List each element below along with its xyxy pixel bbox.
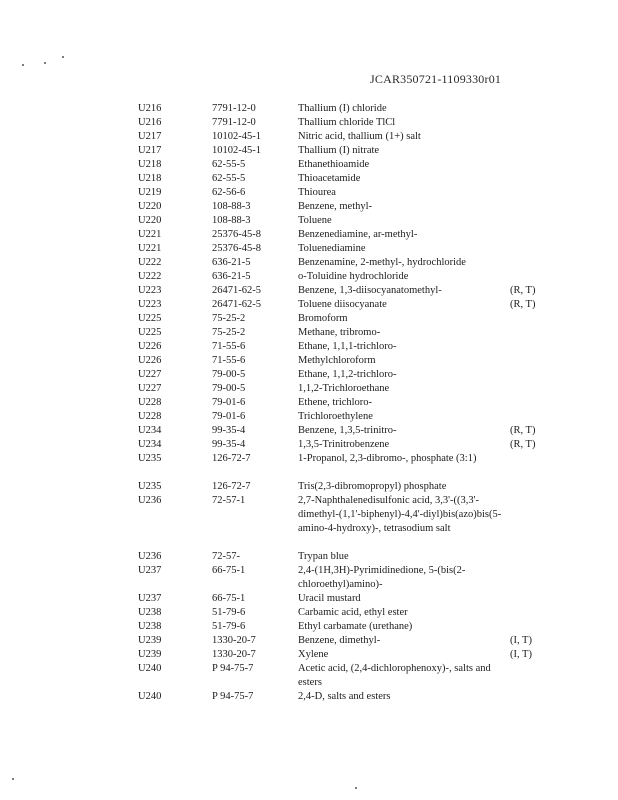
table-row (0, 228, 618, 242)
substance-name: 2,7-Naphthalenedisulfonic acid, 3,3'-((3,3'-dimethyl-(1,1'-biphenyl)-4,4'-diyl)bis(azo)bis(5-amino-4-hydroxy)-, tetrasodium salt (298, 495, 502, 534)
cas-number: 66-75-1 (212, 593, 246, 604)
table-row (0, 410, 618, 424)
cas-number: 1330-20-7 (212, 649, 256, 660)
substance-name: Bromoform (298, 313, 348, 324)
table-row (0, 480, 618, 494)
waste-code: U228 (138, 411, 162, 422)
substance-name: Carbamic acid, ethyl ester (298, 607, 408, 618)
cas-number: 71-55-6 (212, 355, 246, 366)
substance-name: Trichloroethylene (298, 411, 373, 422)
substance-name: Toluenediamine (298, 243, 366, 254)
substance-name: Ethane, 1,1,1-trichloro- (298, 341, 397, 352)
substance-name: Uracil mustard (298, 593, 361, 604)
cas-number: 108-88-3 (212, 215, 251, 226)
substance-name: o-Toluidine hydrochloride (298, 271, 409, 282)
waste-code: U237 (138, 593, 162, 604)
substance-name: Nitric acid, thallium (1+) salt (298, 131, 421, 142)
cas-number: 51-79-6 (212, 621, 246, 632)
substance-name: Toluene (298, 215, 332, 226)
cas-number: 62-55-5 (212, 159, 246, 170)
waste-code: U225 (138, 313, 162, 324)
waste-code: U235 (138, 481, 162, 492)
table-row (0, 438, 618, 452)
cas-number: 26471-62-5 (212, 299, 261, 310)
cas-number: 108-88-3 (212, 201, 251, 212)
table-row (0, 452, 618, 466)
cas-number: 79-01-6 (212, 411, 246, 422)
table-row (0, 550, 618, 564)
waste-code: U228 (138, 397, 162, 408)
table-row (0, 648, 618, 662)
cas-number: 79-00-5 (212, 383, 246, 394)
substance-name: Thioacetamide (298, 173, 361, 184)
waste-code: U223 (138, 299, 162, 310)
substance-name: 2,4-D, salts and esters (298, 691, 391, 702)
waste-code: U235 (138, 453, 162, 464)
waste-code: U217 (138, 131, 162, 142)
table-row (0, 396, 618, 410)
waste-code: U236 (138, 495, 162, 506)
cas-number: 7791-12-0 (212, 117, 256, 128)
waste-code: U222 (138, 257, 162, 268)
substance-name: 1,3,5-Trinitrobenzene (298, 439, 390, 450)
table-row (0, 312, 618, 326)
substance-name: Ethene, trichloro- (298, 397, 373, 408)
cas-number: 7791-12-0 (212, 103, 256, 114)
substance-name: Thallium (I) nitrate (298, 145, 380, 156)
cas-number: 72-57- (212, 551, 240, 562)
document-id: JCAR350721-1109330r01 (370, 72, 502, 86)
waste-code: U217 (138, 145, 162, 156)
table-row (0, 144, 618, 158)
cas-number: 99-35-4 (212, 425, 246, 436)
table-row (0, 158, 618, 172)
substance-name: Xylene (298, 649, 329, 660)
waste-code: U238 (138, 621, 162, 632)
table-row (0, 102, 618, 116)
table-row (0, 270, 618, 284)
table-row (0, 494, 618, 534)
substance-name: Ethanethioamide (298, 159, 370, 170)
waste-code: U240 (138, 663, 162, 674)
substance-name: Toluene diisocyanate (298, 299, 387, 310)
substance-name: Tris(2,3-dibromopropyl) phosphate (298, 481, 447, 492)
cas-number: 25376-45-8 (212, 243, 261, 254)
waste-code: U237 (138, 565, 162, 576)
waste-code: U239 (138, 635, 162, 646)
hazard-code: (I, T) (510, 649, 532, 660)
table-row (0, 242, 618, 256)
hazard-code: (I, T) (510, 635, 532, 646)
cas-number: 126-72-7 (212, 481, 251, 492)
substance-name: Benzene, 1,3,5-trinitro- (298, 425, 397, 436)
cas-number: 79-01-6 (212, 397, 246, 408)
substance-name: Benzene, dimethyl- (298, 635, 381, 646)
cas-number: 99-35-4 (212, 439, 246, 450)
table-row (0, 130, 618, 144)
table-row (0, 368, 618, 382)
waste-code: U216 (138, 103, 162, 114)
substance-name: Trypan blue (298, 551, 349, 562)
substance-name: Ethyl carbamate (urethane) (298, 621, 413, 632)
cas-number: 636-21-5 (212, 257, 251, 268)
substance-name: 2,4-(1H,3H)-Pyrimidinedione, 5-(bis(2-chloroethyl)amino)- (298, 565, 466, 590)
hazard-code: (R, T) (510, 299, 536, 310)
table-row (0, 634, 618, 648)
cas-number: 75-25-2 (212, 313, 246, 324)
table-row (0, 186, 618, 200)
waste-code: U227 (138, 369, 162, 380)
table-row (0, 424, 618, 438)
waste-code: U239 (138, 649, 162, 660)
substance-name: Thiourea (298, 187, 336, 198)
table-row (0, 382, 618, 396)
table-row (0, 256, 618, 270)
table-row (0, 214, 618, 228)
cas-number: P 94-75-7 (212, 691, 254, 702)
substance-name: Benzene, methyl- (298, 201, 373, 212)
waste-code: U219 (138, 187, 162, 198)
cas-number: 10102-45-1 (212, 145, 261, 156)
table-row (0, 662, 618, 688)
hazard-code: (R, T) (510, 285, 536, 296)
waste-code: U236 (138, 551, 162, 562)
substance-name: Benzenamine, 2-methyl-, hydrochloride (298, 257, 466, 268)
cas-number: P 94-75-7 (212, 663, 254, 674)
cas-number: 62-56-6 (212, 187, 246, 198)
substance-name: Thallium (I) chloride (298, 103, 387, 114)
waste-code: U220 (138, 215, 162, 226)
waste-code: U240 (138, 691, 162, 702)
waste-code: U226 (138, 341, 162, 352)
waste-code: U222 (138, 271, 162, 282)
substance-name: 1,1,2-Trichloroethane (298, 383, 390, 394)
waste-code: U218 (138, 159, 162, 170)
waste-code: U225 (138, 327, 162, 338)
table-row (0, 200, 618, 214)
cas-number: 126-72-7 (212, 453, 251, 464)
substance-name: Thallium chloride TlCl (298, 117, 396, 128)
table-row (0, 172, 618, 186)
waste-code: U234 (138, 439, 162, 450)
cas-number: 51-79-6 (212, 607, 246, 618)
substance-name: Benzenediamine, ar-methyl- (298, 229, 418, 240)
waste-code: U234 (138, 425, 162, 436)
cas-number: 71-55-6 (212, 341, 246, 352)
substance-name: Benzene, 1,3-diisocyanatomethyl- (298, 285, 442, 296)
waste-code: U216 (138, 117, 162, 128)
table-row (0, 354, 618, 368)
cas-number: 636-21-5 (212, 271, 251, 282)
waste-code: U226 (138, 355, 162, 366)
waste-code: U227 (138, 383, 162, 394)
cas-number: 66-75-1 (212, 565, 246, 576)
cas-number: 25376-45-8 (212, 229, 261, 240)
table-row (0, 606, 618, 620)
table-row (0, 592, 618, 606)
cas-number: 62-55-5 (212, 173, 246, 184)
cas-number: 1330-20-7 (212, 635, 256, 646)
table-row (0, 564, 618, 590)
cas-number: 75-25-2 (212, 327, 246, 338)
table-row (0, 340, 618, 354)
table-row (0, 298, 618, 312)
waste-code: U223 (138, 285, 162, 296)
table-row (0, 284, 618, 298)
table-row (0, 690, 618, 704)
waste-code: U220 (138, 201, 162, 212)
waste-code: U221 (138, 229, 162, 240)
cas-number: 26471-62-5 (212, 285, 261, 296)
substance-name: Acetic acid, (2,4-dichlorophenoxy)-, salts and esters (298, 663, 491, 688)
hazard-code: (R, T) (510, 439, 536, 450)
cas-number: 10102-45-1 (212, 131, 261, 142)
substance-name: Ethane, 1,1,2-trichloro- (298, 369, 397, 380)
substance-name: Methylchloroform (298, 355, 376, 366)
cas-number: 72-57-1 (212, 495, 246, 506)
substance-name: 1-Propanol, 2,3-dibromo-, phosphate (3:1) (298, 453, 477, 464)
hazard-code: (R, T) (510, 425, 536, 436)
table-row (0, 620, 618, 634)
cas-number: 79-00-5 (212, 369, 246, 380)
substance-name: Methane, tribromo- (298, 327, 381, 338)
table-row (0, 326, 618, 340)
waste-code: U221 (138, 243, 162, 254)
waste-code: U238 (138, 607, 162, 618)
waste-code: U218 (138, 173, 162, 184)
table-row (0, 116, 618, 130)
